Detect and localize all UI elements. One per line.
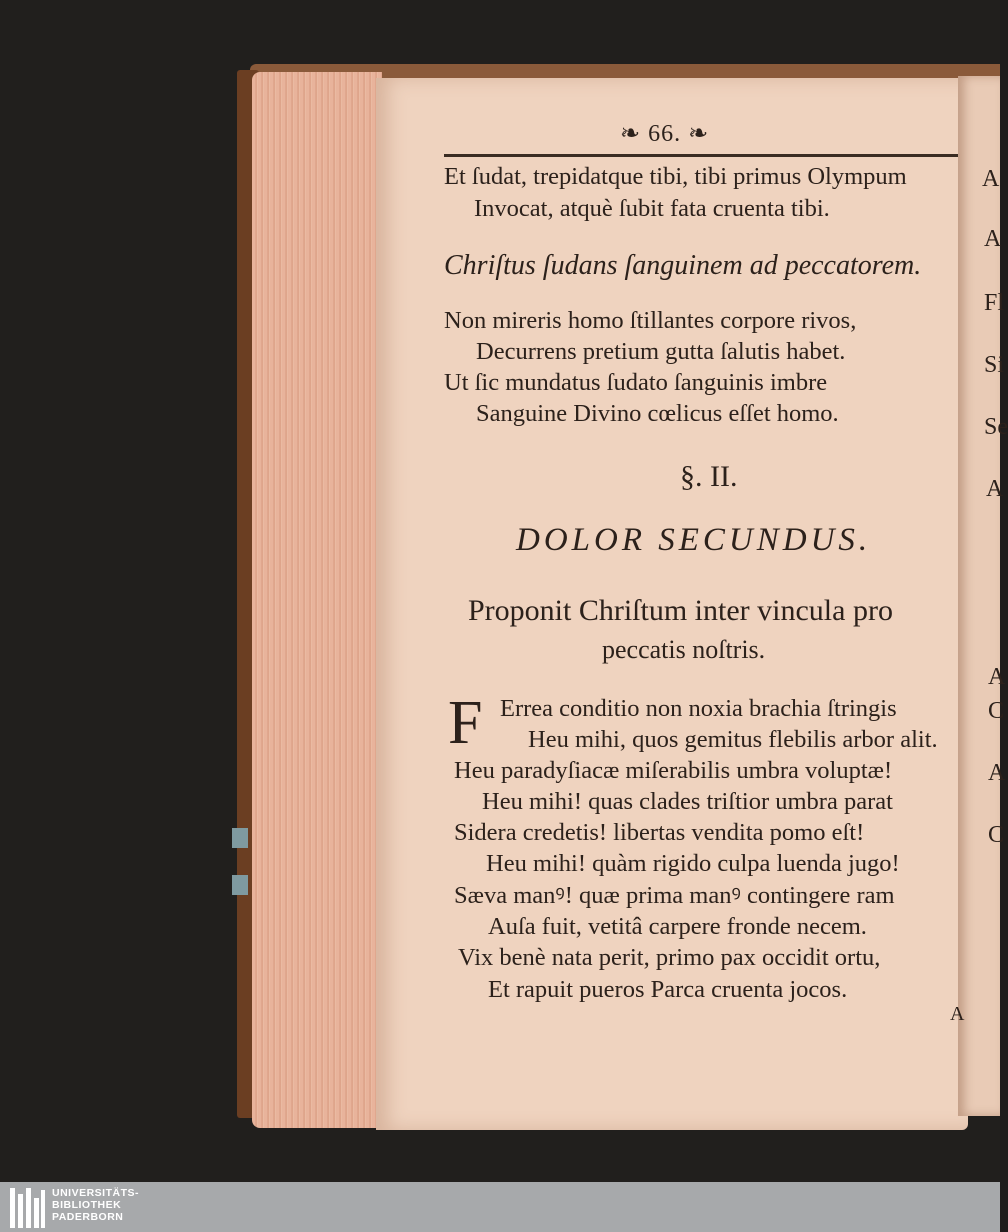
footer-line-1: UNIVERSITÄTS- (52, 1187, 140, 1199)
next-page-char-5: Se (984, 414, 1008, 440)
next-page-char-6: A (986, 476, 1004, 502)
library-logo-icon (10, 1188, 46, 1228)
poem-title: Chriſtus ſudans ſanguinem ad peccatorem. (444, 250, 922, 281)
next-page-char-4: Si (984, 352, 1005, 378)
next-page-char-7: A (988, 664, 1006, 690)
clasp-lower (232, 875, 248, 895)
poem-line-7: Sæva manꝰ! quæ prima manꝰ contingere ram (454, 882, 895, 909)
poem-line-6: Heu mihi! quàm rigido culpa luenda jugo! (486, 850, 900, 877)
catchword: A (950, 1003, 965, 1025)
stanza1-line-2: Decurrens pretium gutta ſalutis habet. (476, 338, 846, 365)
line-top-2: Invocat, atquè ſubit fata cruenta tibi. (474, 195, 830, 222)
next-page-char-9: A (988, 760, 1006, 786)
poem-line-8: Auſa fuit, vetitâ carpere fronde necem. (488, 913, 867, 940)
page-edges (252, 72, 382, 1128)
page-number: ❧ 66. ❧ (620, 121, 710, 147)
next-page-char-1: A (982, 166, 1000, 192)
clasp-upper (232, 828, 248, 848)
poem-line-1: Errea conditio non noxia brachia ſtringis (500, 695, 897, 722)
next-page-char-8: C (988, 698, 1005, 724)
poem-line-2: Heu mihi, quos gemitus flebilis arbor alit. (528, 726, 938, 753)
subheading-line-1: Proponit Chriſtum inter vincula pro (468, 594, 893, 627)
next-page-char-2: A (984, 226, 1002, 252)
footer-line-2: BIBLIOTHEK (52, 1199, 122, 1211)
poem-line-4: Heu mihi! quas clades triſtior umbra parat (482, 788, 893, 815)
footer-line-3: PADERBORN (52, 1211, 124, 1223)
section-number: §. II. (680, 460, 738, 493)
stanza1-line-3: Ut ſic mundatus ſudato ſanguinis imbre (444, 369, 828, 396)
stanza1-line-4: Sanguine Divino cœlicus eſſet homo. (476, 400, 839, 427)
poem-line-5: Sidera credetis! libertas vendita pomo eſt! (454, 819, 865, 846)
dolor-heading: DOLOR SECUNDUS. (516, 522, 872, 558)
subheading-line-2: peccatis noſtris. (602, 635, 766, 664)
header-rule (444, 154, 958, 157)
drop-cap: F (448, 689, 483, 757)
line-top-1: Et ſudat, trepidatque tibi, tibi primus Olympum (444, 163, 907, 190)
stanza1-line-1: Non mireris homo ſtillantes corpore rivos, (444, 307, 857, 334)
footer-bar (0, 1182, 1000, 1232)
poem-line-9: Vix benè nata perit, primo pax occidit ortu, (458, 944, 881, 971)
next-page-char-10: C (988, 822, 1005, 848)
next-page-char-3: Fl (984, 290, 1005, 316)
poem-line-3: Heu paradyſiacæ miſerabilis umbra voluptæ! (454, 757, 893, 784)
poem-line-10: Et rapuit pueros Parca cruenta jocos. (488, 976, 848, 1003)
